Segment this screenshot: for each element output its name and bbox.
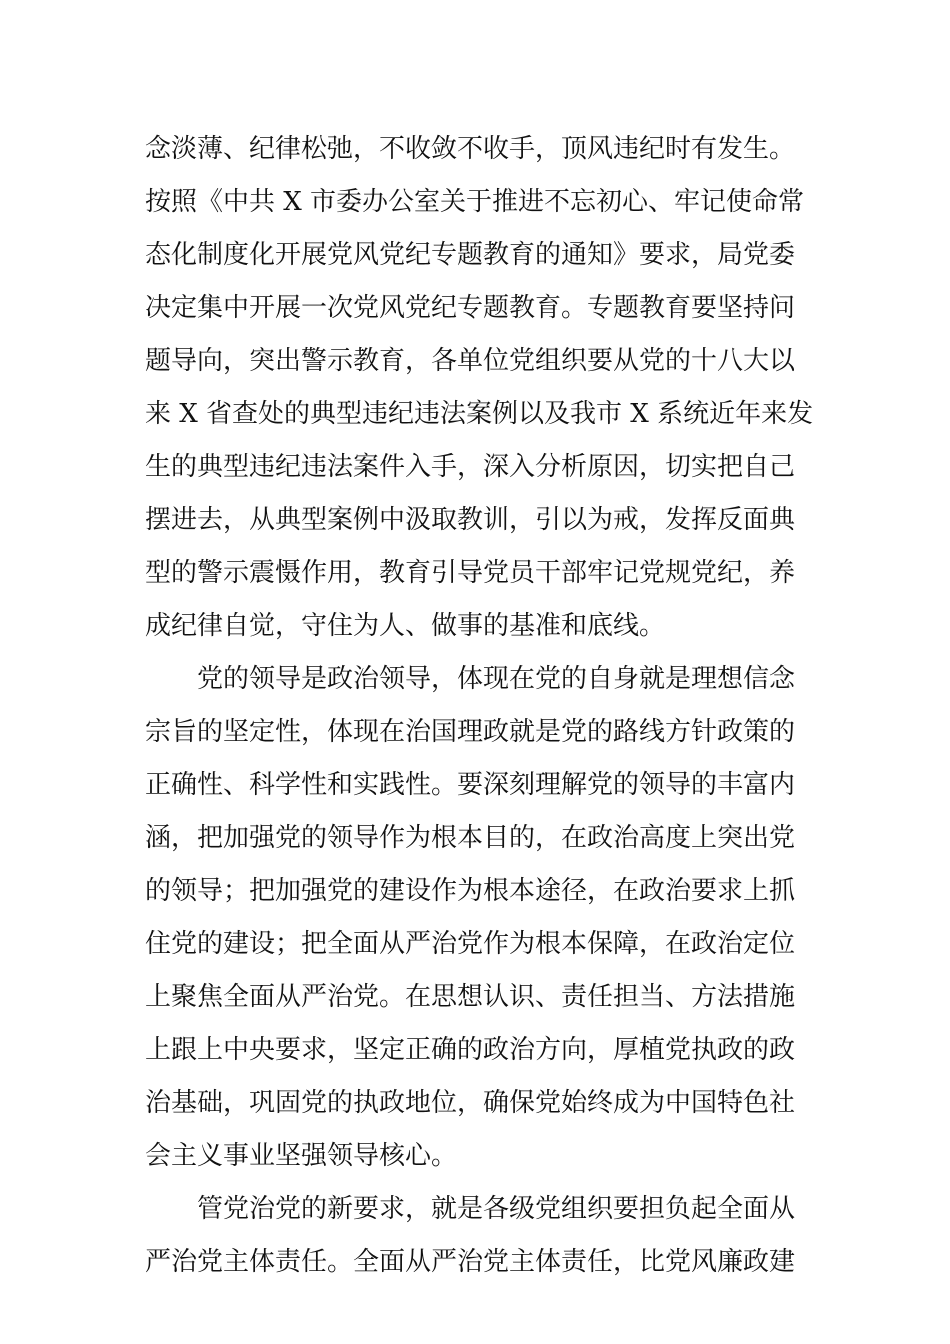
text-line: 成纪律自觉，守住为人、做事的基准和底线。 [145, 611, 666, 641]
paragraph-start-line: 管党治党的新要求，就是各级党组织要担负起全面从 [197, 1194, 796, 1224]
text-line: 正确性、科学性和实践性。要深刻理解党的领导的丰富内 [145, 770, 796, 800]
text-line: 决定集中开展一次党风党纪专题教育。专题教育要坚持问 [145, 293, 796, 323]
text-line: 态化制度化开展党风党纪专题教育的通知》要求，局党委 [145, 240, 796, 270]
text-line: 会主义事业坚强领导核心。 [145, 1141, 458, 1171]
text-line: 治基础，巩固党的执政地位，确保党始终成为中国特色社 [145, 1088, 796, 1118]
text-line: 型的警示震慑作用，教育引导党员干部牢记党规党纪，养 [145, 558, 796, 588]
text-line: 上跟上中央要求，坚定正确的政治方向，厚植党执政的政 [145, 1035, 796, 1065]
text-line: 上聚焦全面从严治党。在思想认识、责任担当、方法措施 [145, 982, 796, 1012]
text-line: 住党的建设；把全面从严治党作为根本保障，在政治定位 [145, 929, 796, 959]
text-line: 严治党主体责任。全面从严治党主体责任，比党风廉政建 [145, 1247, 796, 1277]
text-line: 念淡薄、纪律松弛，不收敛不收手，顶风违纪时有发生。 [145, 134, 796, 164]
text-line: 来 X 省查处的典型违纪违法案例以及我市 X 系统近年来发 [145, 399, 814, 429]
body-text [145, 123, 815, 1289]
paragraph-start-line: 党的领导是政治领导，体现在党的自身就是理想信念 [197, 664, 796, 694]
text-line: 涵，把加强党的领导作为根本目的，在政治高度上突出党 [145, 823, 796, 853]
text-line: 的领导；把加强党的建设作为根本途径，在政治要求上抓 [145, 876, 796, 906]
text-line: 题导向，突出警示教育，各单位党组织要从党的十八大以 [145, 346, 796, 376]
text-line: 按照《中共 X 市委办公室关于推进不忘初心、牢记使命常 [145, 187, 805, 217]
text-line: 宗旨的坚定性，体现在治国理政就是党的路线方针政策的 [145, 717, 796, 747]
text-line: 摆进去，从典型案例中汲取教训，引以为戒，发挥反面典 [145, 505, 796, 535]
text-line: 生的典型违纪违法案件入手，深入分析原因，切实把自己 [145, 452, 796, 482]
